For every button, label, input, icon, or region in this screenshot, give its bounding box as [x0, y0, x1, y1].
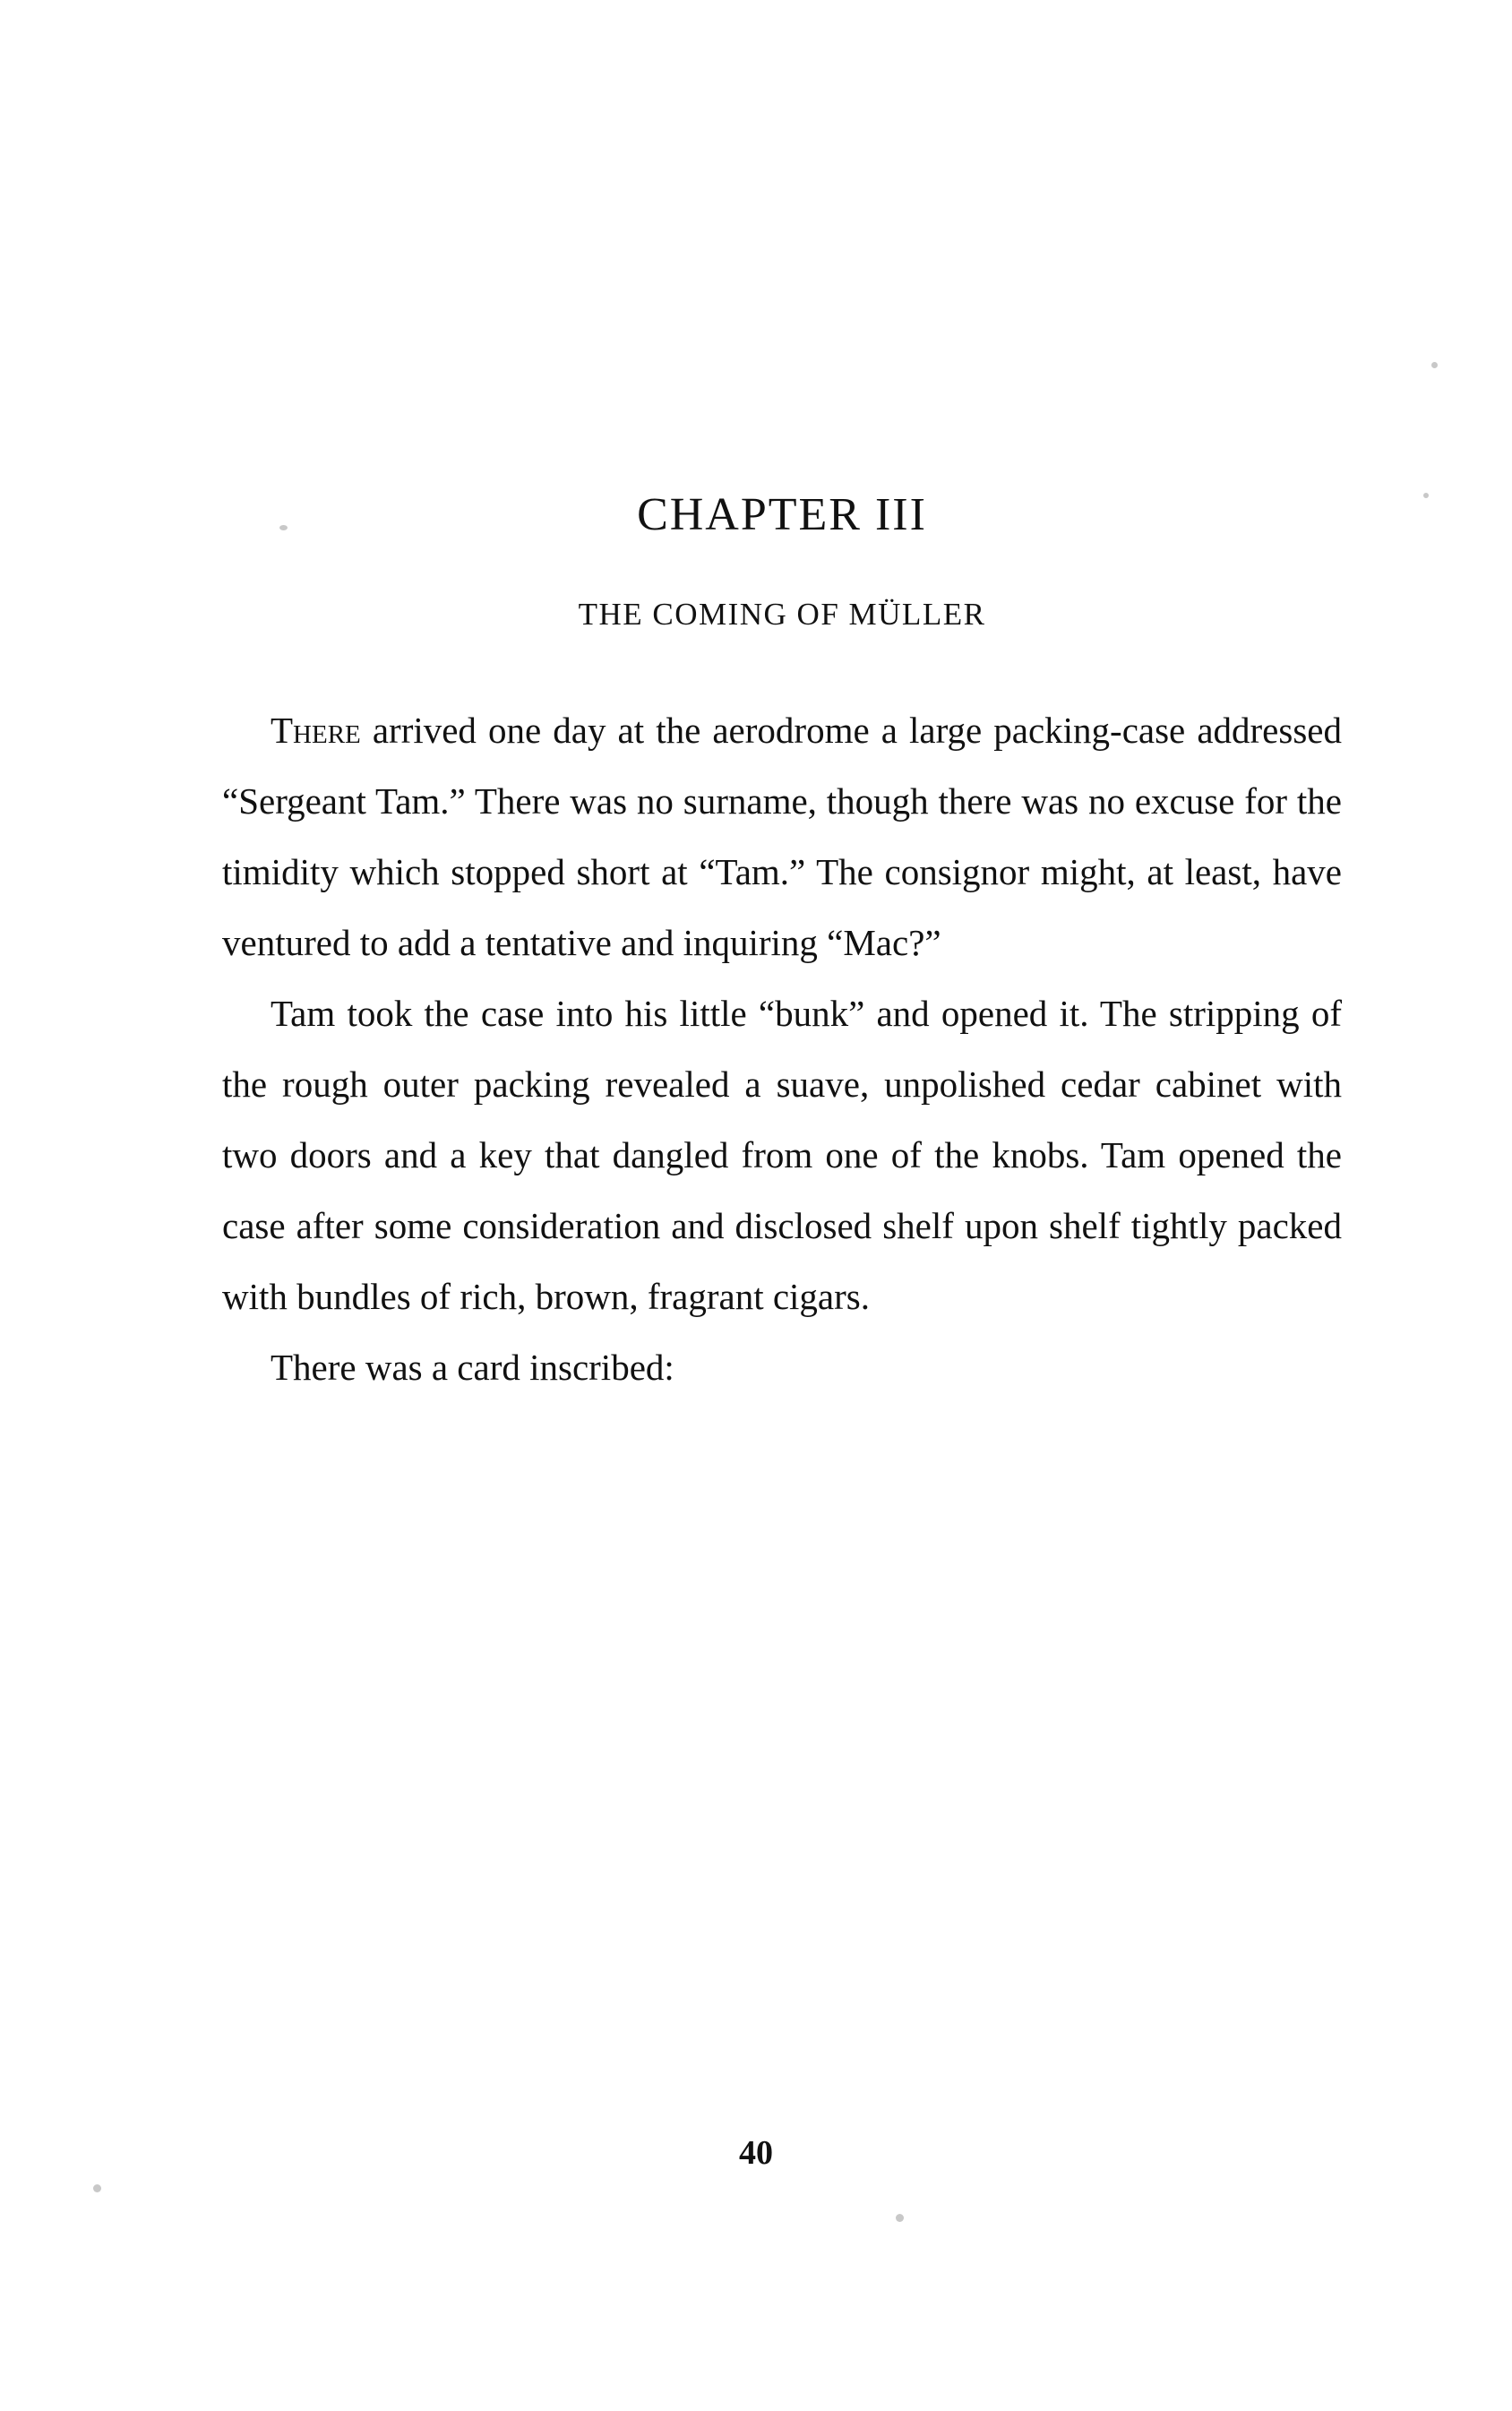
paragraph-1-rest: arrived one day at the aerodrome a large packing-case addressed “Sergeant Tam.” There was no surname, though there was no excuse for the timidity which stopped short at “Tam.” The consignor might, at least, have ventured to add a tentative and inquiring “Mac?”: [222, 710, 1342, 963]
scan-speck: [1423, 493, 1429, 498]
page-number: 40: [739, 2134, 773, 2172]
scan-speck: [93, 2184, 101, 2192]
chapter-title: CHAPTER III: [637, 489, 927, 540]
body-paragraph-3: There was a card inscribed:: [271, 1347, 674, 1388]
scan-speck: [896, 2214, 904, 2222]
paragraph-lead-words: There: [271, 710, 361, 751]
body-paragraph-2: Tam took the case into his little “bunk” and opened it. The stripping of the rough outer packing revealed a suave, unpolished cedar cabinet with two doors and a key that dangled from one of the knobs. Tam opened the case after some consideration and disclosed shelf upon shelf tightly packed with bundles of rich, brown, fragrant cigars.: [222, 993, 1342, 1317]
scan-speck: [1431, 362, 1438, 368]
body-paragraph-1: [222, 695, 1342, 978]
page-text-block: [222, 488, 1342, 1403]
chapter-subtitle: THE COMING OF MÜLLER: [578, 597, 986, 632]
